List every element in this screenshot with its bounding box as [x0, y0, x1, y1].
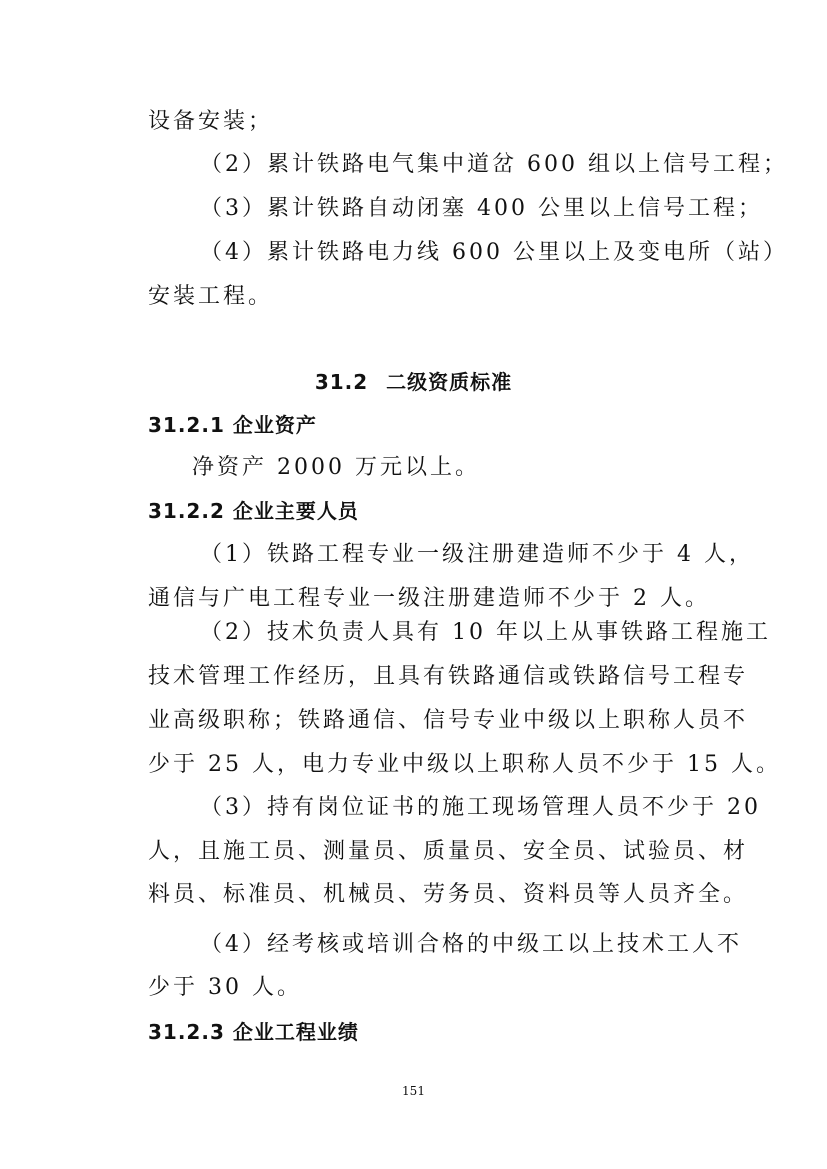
text-line: 通信与广电工程专业一级注册建造师不少于 2 人。	[148, 586, 710, 611]
text-line: （4）经考核或培训合格的中级工以上技术工人不	[200, 932, 742, 957]
text-line: 料员、标准员、机械员、劳务员、资料员等人员齐全。	[148, 882, 749, 907]
subsection-number: 31.2.2	[148, 499, 225, 523]
text-line: （3）累计铁路自动闭塞 400 公里以上信号工程；	[200, 196, 763, 221]
subsection-heading-performance	[148, 1017, 359, 1047]
section-title: 二级资质标准	[386, 370, 513, 394]
text-line: 设备安装；	[148, 109, 274, 134]
subsection-heading-personnel	[148, 496, 359, 526]
subsection-title: 企业主要人员	[232, 499, 359, 523]
text-line: （4）累计铁路电力线 600 公里以上及变电所（站）	[200, 240, 788, 265]
text-line: （2）累计铁路电气集中道岔 600 组以上信号工程；	[200, 152, 788, 177]
subsection-title: 企业资产	[232, 413, 317, 437]
text-line: 少于 25 人，电力专业中级以上职称人员不少于 15 人。	[148, 752, 781, 777]
section-heading	[0, 367, 827, 397]
text-line: 少于 30 人。	[148, 975, 302, 1000]
section-number: 31.2	[314, 370, 369, 394]
text-line: 技术管理工作经历，且具有铁路通信或铁路信号工程专	[148, 664, 749, 689]
text-line: 安装工程。	[148, 284, 274, 309]
text-line: 人，且施工员、测量员、质量员、安全员、试验员、材	[148, 839, 749, 864]
subsection-number: 31.2.3	[148, 1020, 225, 1044]
text-line: （1）铁路工程专业一级注册建造师不少于 4 人，	[200, 542, 754, 567]
subsection-number: 31.2.1	[148, 413, 225, 437]
text-line: （2）技术负责人具有 10 年以上从事铁路工程施工	[200, 620, 771, 645]
text-line: 净资产 2000 万元以上。	[192, 455, 480, 480]
subsection-title: 企业工程业绩	[232, 1020, 359, 1044]
page-number: 151	[402, 1084, 425, 1098]
text-line: 业高级职称；铁路通信、信号专业中级以上职称人员不	[148, 708, 749, 733]
subsection-heading-assets	[148, 410, 317, 440]
text-line: （3）持有岗位证书的施工现场管理人员不少于 20	[200, 795, 761, 820]
